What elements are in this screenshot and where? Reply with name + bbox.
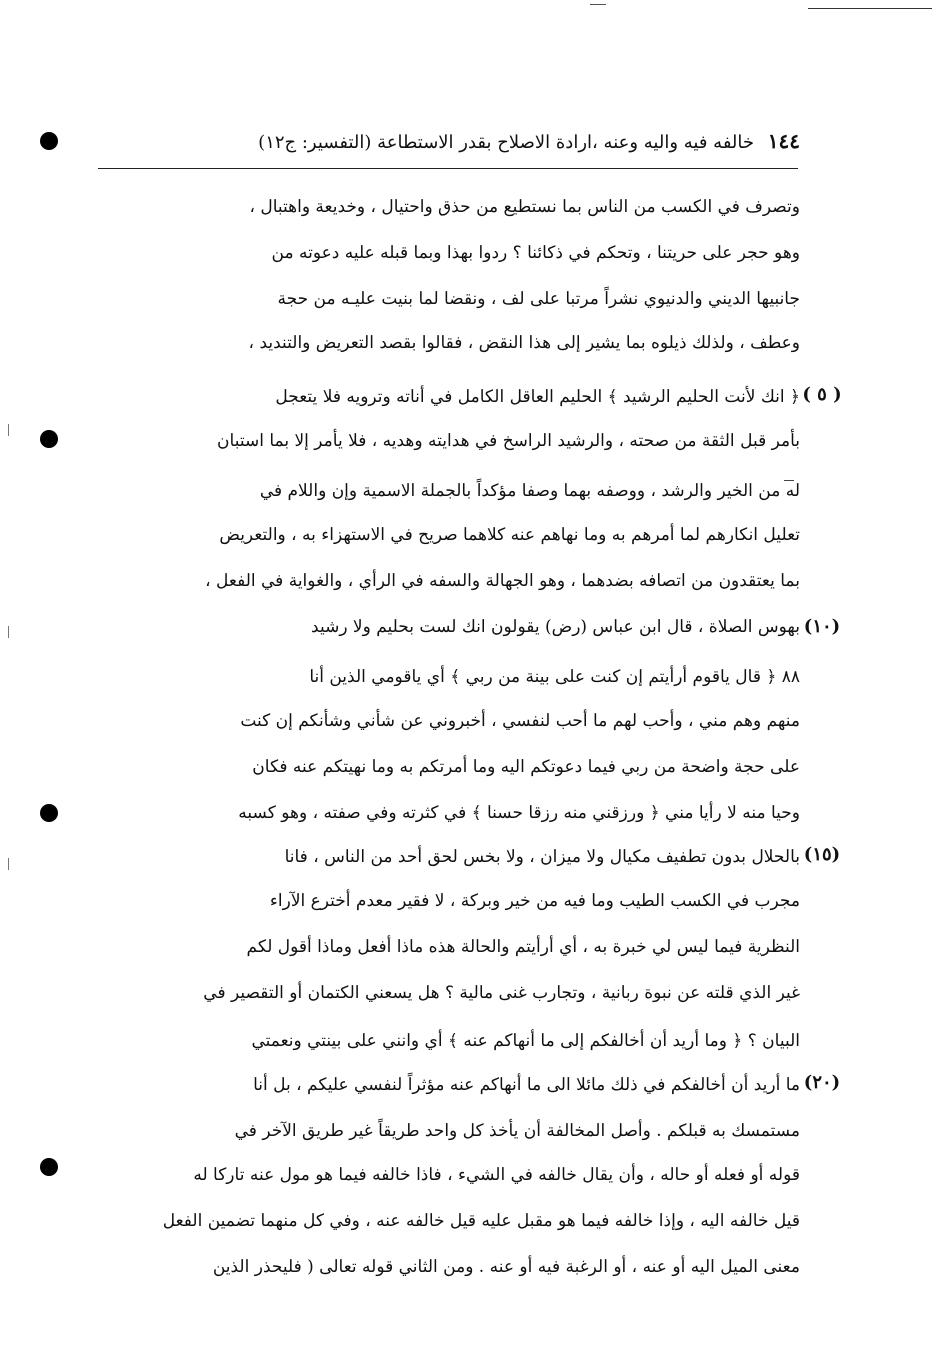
body-text-line: وعطف ، ولذلك ذيلوه بما يشير إلى هذا النقض ، فقالوا بقصد التعريض والتنديد ،	[248, 333, 800, 353]
body-text-line: وهو حجر على حريتنا ، وتحكم في ذكائنا ؟ ردوا بهذا وبما قبله عليه دعوته من	[271, 243, 800, 263]
body-text-line: قوله أو فعله أو حاله ، وأن يقال خالفه في الشيء ، فاذا خالفه فيما هو مول عنه تاركا له	[193, 1165, 800, 1185]
body-text-line: بالحلال بدون تطفيف مكيال ولا ميزان ، ولا بخس لحق أحد من الناس ، فانا	[284, 847, 800, 867]
page-edge-mark	[808, 8, 932, 9]
body-text-line: ما أريد أن أخالفكم في ذلك مائلا الى ما أنهاكم عنه مؤثراً لنفسي عليكم ، بل أنا	[253, 1075, 800, 1095]
body-text-line: جانبيها الديني والدنيوي نشراً مرتبا على لف ، ونقضا لما بنيت عليـه من حجة	[277, 289, 800, 309]
page-number: ١٤٤	[767, 129, 800, 153]
punch-hole-bullet	[40, 804, 58, 822]
body-text-line: ٨٨ ﴿ قال ياقوم أرأيتم إن كنت على بينة من ربي ﴾ أي ياقومي الذين أنا	[309, 667, 800, 687]
margin-line-number: ( ٥ )	[802, 384, 842, 405]
margin-tick	[8, 626, 9, 638]
body-text-line: بأمر قبل الثقة من صحته ، والرشيد الراسخ في هدايته وهديه ، فلا يأمر إلا بما استبان	[217, 431, 800, 451]
page-header	[100, 124, 800, 158]
body-text-line: منهم وهم مني ، وأحب لهم ما أحب لنفسي ، أخبروني عن شأني وشأنكم إن كنت	[240, 711, 800, 731]
body-text-line: بهوس الصلاة ، قال ابن عباس (رض) يقولون انك لست بحليم ولا رشيد	[311, 617, 800, 637]
margin-line-number: (١٥)	[803, 844, 841, 865]
body-text-line: قيل خالفه اليه ، وإذا خالفه فيما هو مقبل عليه قيل خالفه عنه ، وفي كل منهما تضمين الفعل	[162, 1211, 800, 1231]
page-edge-mark	[590, 4, 606, 5]
body-text-line: النظرية فيما ليس لي خبرة به ، أي أرأيتم والحالة هذه ماذا أفعل وماذا أقول لكم	[246, 937, 800, 957]
body-text-line: مجرب في الكسب الطيب وما فيه من خير وبركة ، لا فقير معدم أخترع الآراء	[269, 891, 800, 911]
body-text-line: ﴿ انك لأنت الحليم الرشيد ﴾ الحليم العاقل الكامل في أناته وترويه فلا يتعجل	[275, 387, 800, 407]
body-text-line: تعليل انكارهم لما أمرهم به وما نهاهم عنه كلاهما صريح في الاستهزاء به ، والتعريض	[219, 525, 800, 545]
punch-hole-bullet	[40, 430, 58, 448]
body-text-line: له من الخير والرشد ، ووصفه بهما وصفا مؤكداً بالجملة الاسمية وإن واللام في	[259, 481, 800, 501]
body-text-line: على حجة واضحة من ربي فيما دعوتكم اليه وما أمرتكم به وما نهيتكم عنه فكان	[252, 757, 800, 777]
body-text-line: غير الذي قلته عن نبوة ربانية ، وتجارب غنى مالية ؟ هل يسعني الكتمان أو التقصير في	[203, 983, 800, 1003]
punch-hole-bullet	[40, 1158, 58, 1176]
margin-line-number: (١٠)	[803, 616, 841, 637]
body-text-line: معنى الميل اليه أو عنه ، أو الرغبة فيه أو عنه . ومن الثاني قوله تعالى ( فليحذر الذين	[212, 1257, 800, 1277]
punch-hole-bullet	[40, 132, 58, 150]
body-text-line: مستمسك به قبلكم . وأصل المخالفة أن يأخذ كل واحد طريقاً غير طريق الآخر في	[234, 1121, 800, 1141]
header-title: خالفه فيه واليه وعنه ،ارادة الاصلاح بقدر الاستطاعة (التفسير: ج١٢)	[258, 132, 755, 153]
body-text-line: البيان ؟ ﴿ وما أريد أن أخالفكم إلى ما أنهاكم عنه ﴾ أي وانني على بينتي ونعمتي	[251, 1031, 800, 1051]
header-rule	[98, 168, 798, 169]
margin-line-number: (٢٠)	[803, 1072, 841, 1093]
margin-tick	[8, 858, 9, 870]
margin-tick	[8, 424, 9, 436]
body-text-line: بما يعتقدون من اتصافه بضدهما ، وهو الجهالة والسفه في الرأي ، والغواية في الفعل ،	[205, 571, 800, 591]
body-text-line: وحيا منه لا رأيا مني ﴿ ورزقني منه رزقا حسنا ﴾ في كثرته وفي صفته ، وهو كسبه	[238, 803, 800, 823]
body-text-line: وتصرف في الكسب من الناس بما نستطيع من حذق واحتيال ، وخديعة واهتبال ،	[249, 197, 800, 217]
